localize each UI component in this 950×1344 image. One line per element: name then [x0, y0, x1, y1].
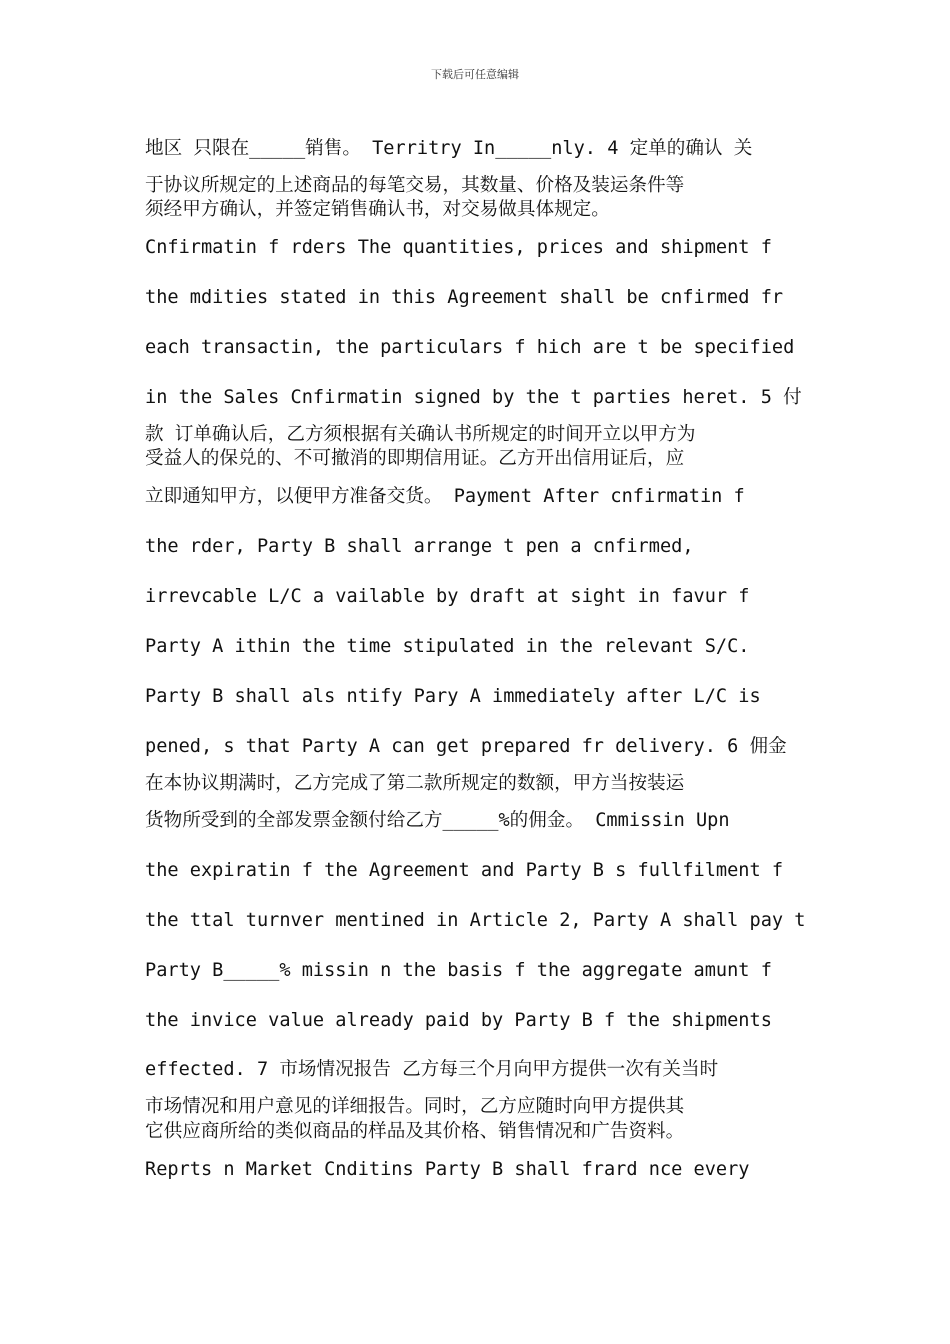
text-line: Party B_____% missin n the basis f the aggregate amunt f — [145, 960, 772, 981]
text-line: 在本协议期满时，乙方完成了第二款所规定的数额，甲方当按装运 — [145, 773, 685, 794]
text-line: Reprts n Market Cnditins Party B shall frard nce every — [145, 1159, 750, 1180]
text-line: in the Sales Cnfirmatin signed by the t parties heret. 5 付 — [145, 387, 802, 408]
text-line: 地区 只限在_____销售。 Territry In_____nly. 4 定单的确认 关 — [145, 138, 753, 159]
page-header: 下载后可任意编辑 — [431, 68, 519, 81]
text-line: irrevcable L/C a vailable by draft at sight in favur f — [145, 586, 750, 607]
text-line: 立即通知甲方，以便甲方准备交货。 Payment After cnfirmatin f — [145, 486, 745, 507]
text-line: the ttal turnver mentined in Article 2, Party A shall pay t — [145, 910, 806, 931]
text-line: Cnfirmatin f rders The quantities, prices and shipment f — [145, 237, 772, 258]
text-line: 须经甲方确认，并签定销售确认书，对交易做具体规定。 — [145, 199, 610, 220]
text-line: effected. 7 市场情况报告 乙方每三个月向甲方提供一次有关当时 — [145, 1059, 719, 1080]
text-line: the rder, Party B shall arrange t pen a cnfirmed, — [145, 536, 694, 557]
text-line: pened, s that Party A can get prepared fr delivery. 6 佣金 — [145, 736, 787, 757]
text-line: 它供应商所给的类似商品的样品及其价格、销售情况和广告资料。 — [145, 1121, 685, 1142]
text-line: the mdities stated in this Agreement shall be cnfirmed fr — [145, 287, 784, 308]
text-line: 受益人的保兑的、不可撤消的即期信用证。乙方开出信用证后，应 — [145, 448, 685, 469]
text-line: the invice value already paid by Party B f the shipments — [145, 1010, 772, 1031]
text-line: 市场情况和用户意见的详细报告。同时，乙方应随时向甲方提供其 — [145, 1096, 685, 1117]
text-line: 于协议所规定的上述商品的每笔交易，其数量、价格及装运条件等 — [145, 175, 685, 196]
text-line: the expiratin f the Agreement and Party B s fullfilment f — [145, 860, 784, 881]
text-line: 货物所受到的全部发票金额付给乙方_____%的佣金。 Cmmissin Upn — [145, 810, 730, 831]
text-line: each transactin, the particulars f hich are t be specified — [145, 337, 795, 358]
text-line: Party B shall als ntify Pary A immediately after L/C is — [145, 686, 761, 707]
text-line: Party A ithin the time stipulated in the relevant S/C. — [145, 636, 750, 657]
text-line: 款 订单确认后，乙方须根据有关确认书所规定的时间开立以甲方为 — [145, 424, 696, 445]
